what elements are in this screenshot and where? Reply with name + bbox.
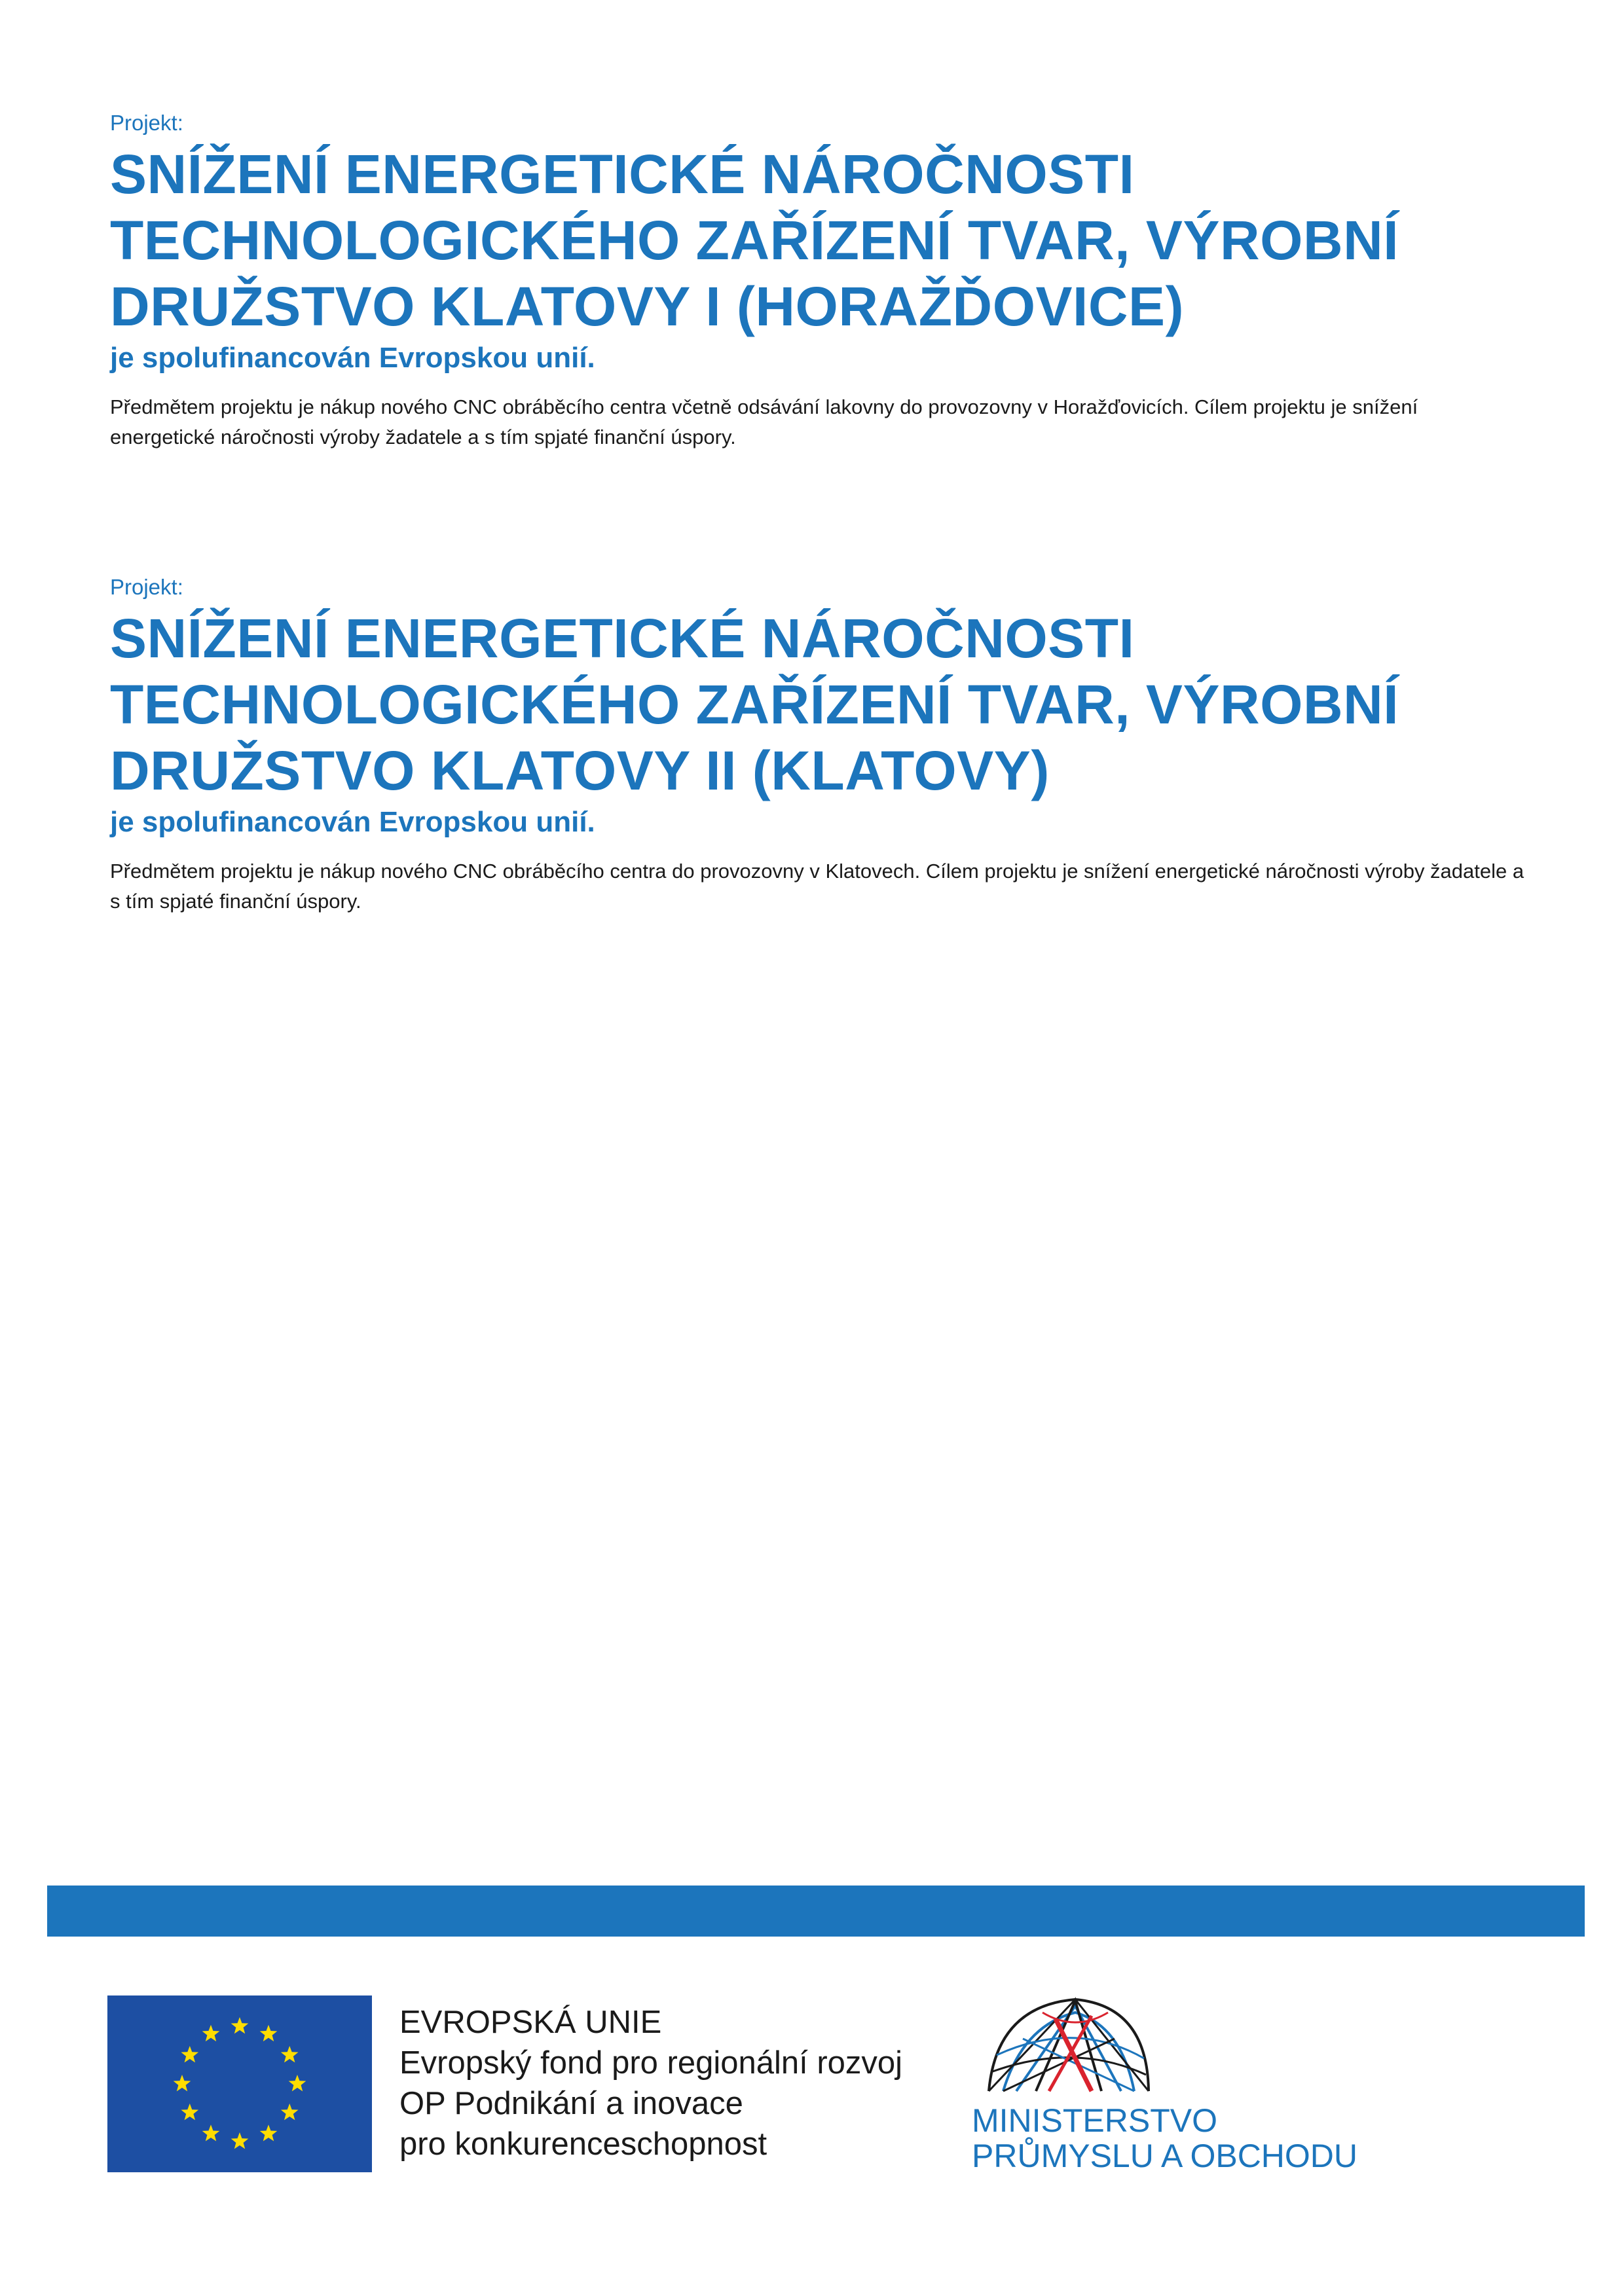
eu-star-icon — [231, 2132, 249, 2149]
eu-star-icon — [289, 2075, 306, 2091]
eu-star-icon — [281, 2046, 299, 2062]
eu-line-programme: OP Podnikání a inovace — [399, 2086, 743, 2121]
eu-line-union: EVROPSKÁ UNIE — [399, 2005, 662, 2040]
eu-star-icon — [174, 2075, 191, 2091]
eu-star-icon — [202, 2025, 220, 2041]
cofinancing-statement: je spolufinancován Evropskou unií. — [110, 806, 595, 838]
cofinancing-statement: je spolufinancován Evropskou unií. — [110, 342, 595, 374]
eu-star-icon — [260, 2124, 278, 2141]
project-label: Projekt: — [110, 111, 183, 135]
eu-star-icon — [202, 2124, 220, 2141]
eu-line-fund: Evropský fond pro regionální rozvoj — [399, 2045, 903, 2081]
eu-line-competitiveness: pro konkurenceschopnost — [399, 2126, 767, 2162]
project-title: SNÍŽENÍ ENERGETICKÉ NÁROČNOSTI TECHNOLOGICKÉHO ZAŘÍZENÍ TVAR, VÝROBNÍ DRUŽSTVO KLATOVY II (KLATOVY) — [110, 608, 1399, 801]
ministry-line-1: MINISTERSTVO — [972, 2102, 1218, 2139]
ministry-globe-icon — [977, 1993, 1160, 2098]
project-description: Předmětem projektu je nákup nového CNC obráběcího centra včetně odsávání lakovny do provozovny v Horažďovicích. Cílem projektu je snížení energetické náročnosti výroby žadatele a s tím spjaté finanční úspory. — [110, 395, 1418, 448]
project-title: SNÍŽENÍ ENERGETICKÉ NÁROČNOSTI TECHNOLOGICKÉHO ZAŘÍZENÍ TVAR, VÝROBNÍ DRUŽSTVO KLATOVY I (HORAŽĎOVICE) — [110, 143, 1399, 337]
blue-divider-band — [47, 1886, 1585, 1937]
eu-flag-icon — [107, 1995, 372, 2172]
project-description: Předmětem projektu je nákup nového CNC obráběcího centra do provozovny v Klatovech. Cílem projektu je snížení energetické náročnosti výroby žadatele a s tím spjaté finanční úspory. — [110, 860, 1524, 913]
eu-star-icon — [181, 2046, 198, 2062]
ministry-name — [972, 2103, 1357, 2174]
ministry-logo — [968, 1993, 1361, 2183]
project-label: Projekt: — [110, 575, 183, 599]
project-2 — [110, 574, 1524, 917]
eu-star-icon — [260, 2025, 278, 2041]
eu-star-icon — [281, 2104, 299, 2120]
eu-funding-block — [399, 2002, 936, 2164]
project-1 — [110, 110, 1524, 452]
eu-star-icon — [181, 2104, 198, 2120]
eu-star-icon — [231, 2017, 249, 2033]
ministry-line-2: PRŮMYSLU A OBCHODU — [972, 2138, 1358, 2174]
